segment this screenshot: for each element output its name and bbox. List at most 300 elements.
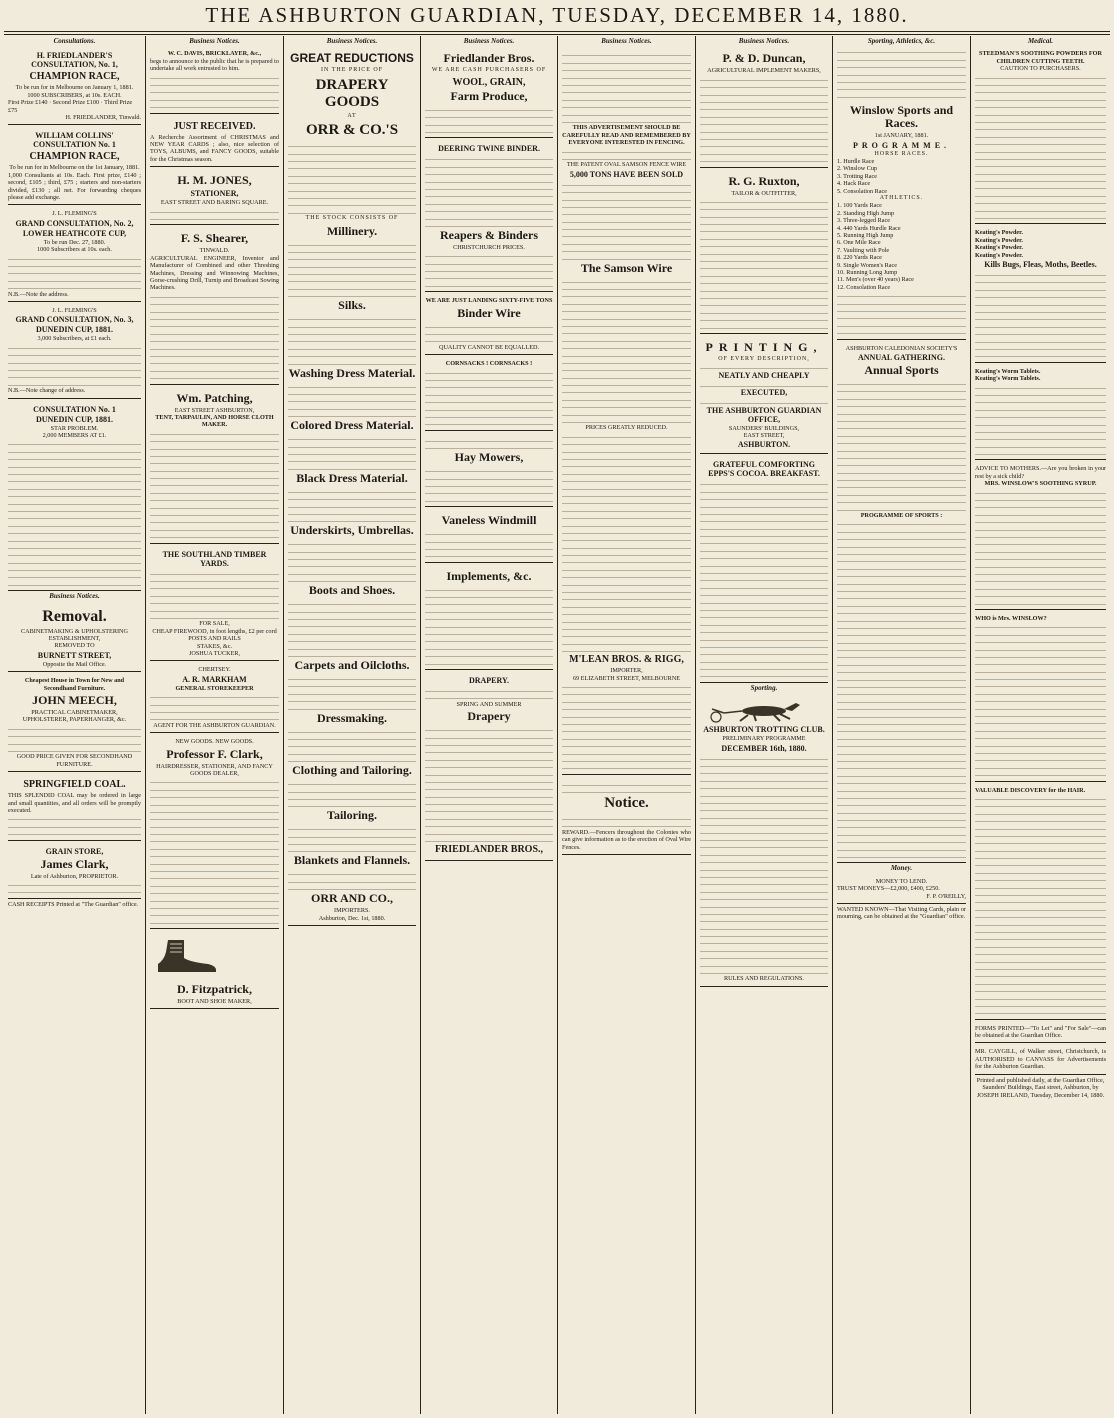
ad-desc: OF EVERY DESCRIPTION, (718, 355, 810, 362)
ad-bldg: SAUNDERS' BUILDINGS, (728, 424, 800, 432)
text-line (975, 681, 1106, 687)
text-line (425, 169, 553, 175)
text-line (562, 763, 691, 769)
ad-drapery: DRAPERY GOODS (315, 76, 389, 110)
text-line (975, 652, 1106, 658)
text-line (837, 497, 966, 503)
text-line (562, 365, 691, 371)
ad-place: CHERTSEY. (198, 666, 231, 674)
ad-tons: 5,000 TONS HAVE BEEN SOLD (569, 169, 684, 179)
text-line (288, 569, 416, 575)
text-line (8, 343, 141, 349)
ad-inprice: IN THE PRICE OF (320, 67, 384, 74)
text-line (8, 580, 141, 586)
text-line (700, 546, 828, 552)
text-line (837, 719, 966, 725)
text-line (700, 561, 828, 567)
collins-consultation-ad (8, 127, 141, 205)
text-line (425, 382, 553, 388)
windmill-ad (425, 509, 553, 563)
text-line (700, 894, 828, 900)
ad-name: Wm. Patching, (176, 390, 253, 405)
text-line (700, 627, 828, 633)
ad-posts: POSTS AND RAILS (188, 635, 241, 643)
text-line (150, 329, 279, 335)
text-line (975, 733, 1106, 739)
text-line (562, 102, 691, 108)
keating-worm-ad (975, 365, 1106, 461)
text-line (700, 234, 828, 240)
text-line (975, 942, 1106, 948)
ad-name: James Clark, (40, 856, 109, 871)
text-line (150, 207, 279, 213)
text-line (837, 401, 966, 407)
text-line (562, 202, 691, 208)
text-line (700, 620, 828, 626)
text-line (288, 561, 416, 567)
race-item: 2. Winslow Cup (837, 165, 878, 173)
text-line (288, 607, 416, 613)
event-item: 9. Single Women's Race (837, 261, 897, 269)
text-line (562, 65, 691, 71)
text-line (700, 315, 828, 321)
text-line (8, 731, 141, 737)
event-item: 7. Vaulting with Pole (837, 246, 890, 254)
text-line (975, 80, 1106, 86)
text-line (700, 657, 828, 663)
text-line (975, 427, 1106, 433)
text-line (975, 307, 1106, 313)
text-line (837, 542, 966, 548)
text-line (700, 538, 828, 544)
text-line (288, 869, 416, 875)
text-line (837, 556, 966, 562)
text-line (288, 824, 416, 830)
text-line (975, 689, 1106, 695)
ad-title: GRATEFUL COMFORTING EPPS'S COCOA. BREAKFAST. (708, 460, 820, 479)
section-heading: Money. (890, 864, 913, 873)
ad-opp: Opposite the Mail Office. (42, 660, 107, 668)
ruxton-ad (700, 170, 828, 334)
text-line (975, 198, 1106, 204)
text-line (975, 875, 1106, 881)
text-line (837, 468, 966, 474)
fleming-consultation-3-ad (8, 304, 141, 399)
stock-item: Boots and Shoes. (308, 583, 396, 598)
text-line (425, 120, 553, 126)
text-line (975, 905, 1106, 911)
text-line (837, 291, 966, 297)
text-line (562, 557, 691, 563)
text-line (562, 402, 691, 408)
orr-reductions-ad (288, 47, 416, 926)
text-line (425, 806, 553, 812)
text-line (150, 532, 279, 538)
ad-run: To be run Dec. 27, 1880. (43, 238, 106, 246)
meech-ad (8, 674, 141, 772)
text-line (837, 660, 966, 666)
text-line (837, 475, 966, 481)
text-line (288, 794, 416, 800)
text-line (562, 756, 691, 762)
text-line (150, 473, 279, 479)
text-line (975, 816, 1106, 822)
text-line (425, 629, 553, 635)
text-line (700, 524, 828, 530)
fleming-consultation-2-ad (8, 207, 141, 302)
text-line (425, 777, 553, 783)
text-line (425, 799, 553, 805)
ad-cash: WE ARE CASH PURCHASERS OF (431, 67, 547, 74)
text-line (425, 686, 553, 692)
text-line (837, 815, 966, 821)
text-line (700, 776, 828, 782)
text-line (975, 718, 1106, 724)
text-line (975, 770, 1106, 776)
masthead-rule-double (4, 34, 1110, 35)
text-line (288, 156, 416, 162)
text-line (425, 659, 553, 665)
text-line (150, 87, 279, 93)
just-received-ad (150, 116, 279, 168)
section-heading: Business Notices. (189, 37, 240, 45)
text-line (837, 549, 966, 555)
text-line (150, 444, 279, 450)
text-line (562, 580, 691, 586)
text-line (700, 791, 828, 797)
text-line (562, 704, 691, 710)
ad-title: GRAND CONSULTATION, No. 2, (15, 218, 134, 228)
text-line (700, 212, 828, 218)
wanted-known-ad: WANTED KNOWN—That Visiting Cards, plain or mourning, can be obtained at the "Guardian" office. (837, 906, 966, 921)
ad-title: Implements, &c. (446, 568, 532, 583)
text-line (700, 575, 828, 581)
ad-banner: GREAT REDUCTIONS (290, 51, 414, 66)
text-line (700, 583, 828, 589)
text-line (425, 375, 553, 381)
ad-body: MR. CAYGILL, of Walker street, Christchurch, is AUTHORISED to CANVASS for Advertisements for the Ashburton Guardian. (975, 1048, 1106, 1071)
stock-item: Tailoring. (327, 808, 377, 823)
text-line (288, 149, 416, 155)
text-line (837, 756, 966, 762)
text-line (562, 439, 691, 445)
section-heading: Business Notices. (738, 37, 790, 45)
ad-name: P. & D. Duncan, (722, 51, 806, 66)
text-line (700, 953, 828, 959)
text-line (700, 761, 828, 767)
ad-wool: WOOL, GRAIN, (452, 76, 526, 88)
caygill-ad (975, 1045, 1106, 1074)
text-line (837, 749, 966, 755)
text-line (975, 748, 1106, 754)
text-line (837, 638, 966, 644)
text-line (425, 725, 553, 731)
text-line (837, 763, 966, 769)
text-line (975, 667, 1106, 673)
text-line (700, 902, 828, 908)
event-item: 6. One Mile Race (837, 239, 881, 247)
text-line (837, 586, 966, 592)
text-line (8, 447, 141, 453)
text-line (975, 285, 1106, 291)
text-line (150, 95, 279, 101)
ad-tag: Cheapest House in Town for New and Secondhand Furniture. (24, 677, 125, 692)
text-line (288, 359, 416, 365)
text-line (837, 822, 966, 828)
text-line (562, 719, 691, 725)
stock-item: Clothing and Tailoring. (292, 763, 412, 778)
text-line (975, 846, 1106, 852)
text-line (288, 734, 416, 740)
text-line (975, 838, 1106, 844)
text-line (700, 938, 828, 944)
printing-ad (700, 336, 828, 454)
text-line (975, 206, 1106, 212)
ad-office: THE ASHBURTON GUARDIAN OFFICE, (706, 405, 822, 424)
text-line (700, 256, 828, 262)
text-line (425, 592, 553, 598)
text-line (975, 696, 1106, 702)
ad-footer: ORR AND CO., (310, 891, 393, 906)
text-line (425, 206, 553, 212)
text-line (288, 240, 416, 246)
text-line (975, 853, 1106, 859)
text-line (975, 434, 1106, 440)
text-line (150, 436, 279, 442)
winslow-sports-ad (837, 99, 966, 339)
ad-name: R. G. Ruxton, (728, 173, 800, 188)
ad-prizes: First Prize £140 · Second Prize £100 · Third Prize £75 (8, 99, 133, 114)
text-line (150, 881, 279, 887)
text-line (562, 417, 691, 423)
text-line (700, 479, 828, 485)
text-line (425, 784, 553, 790)
text-line (8, 528, 141, 534)
section-heading: Business Notices. (326, 37, 378, 45)
text-line (562, 682, 691, 688)
friedlander-bros-ad (425, 47, 553, 138)
text-line (425, 614, 553, 620)
text-line (425, 762, 553, 768)
text-line (425, 792, 553, 798)
text-line (425, 191, 553, 197)
event-item: 11. Men's (over 40 years) Race (837, 276, 914, 284)
text-line (975, 912, 1106, 918)
text-line (700, 293, 828, 299)
text-line (975, 547, 1106, 553)
text-line (425, 755, 553, 761)
text-line (837, 564, 966, 570)
text-line (700, 568, 828, 574)
text-line (975, 169, 1106, 175)
text-line (700, 149, 828, 155)
masthead-rule (4, 31, 1110, 32)
text-line (8, 283, 141, 289)
text-line (150, 591, 279, 597)
text-line (975, 824, 1106, 830)
text-line (562, 328, 691, 334)
text-line (288, 464, 416, 470)
text-line (562, 246, 691, 252)
ad-street: BURNETT STREET, (37, 650, 112, 660)
text-line (150, 606, 279, 612)
text-line (700, 381, 828, 387)
text-line (700, 842, 828, 848)
text-line (700, 820, 828, 826)
text-line (425, 770, 553, 776)
text-line (562, 602, 691, 608)
ad-name: D. Fitzpatrick, (177, 981, 252, 996)
text-line (425, 537, 553, 543)
text-line (700, 286, 828, 292)
ad-mclean: M'LEAN BROS. & RIGG, (569, 654, 684, 666)
ad-trade: PRACTICAL CABINETMAKER, UPHOLSTERER, PAPERHANGER, &c. (22, 709, 127, 724)
event-item: 5. Running High Jump (837, 232, 894, 240)
text-line (837, 667, 966, 673)
epps-cocoa-ad (700, 456, 828, 683)
ad-trade: GENERAL STOREKEEPER (175, 684, 254, 692)
text-line (562, 217, 691, 223)
text-line (975, 390, 1106, 396)
text-line (700, 82, 828, 88)
jones-stationer-ad (150, 169, 279, 225)
text-line (562, 780, 691, 786)
hay-mowers-ad (425, 433, 553, 507)
text-line (8, 484, 141, 490)
text-line (8, 350, 141, 356)
text-line (837, 645, 966, 651)
text-line (700, 97, 828, 103)
text-line (837, 652, 966, 658)
keating-powder-ad (975, 226, 1106, 362)
race-item: 5. Consolation Race (837, 187, 888, 195)
text-line (837, 726, 966, 732)
text-line (562, 476, 691, 482)
text-line (150, 366, 279, 372)
text-line (425, 829, 553, 835)
text-line (975, 517, 1106, 523)
text-line (562, 306, 691, 312)
text-line (837, 852, 966, 858)
hair-discovery-ad (975, 784, 1106, 1020)
text-line (562, 58, 691, 64)
text-line (562, 535, 691, 541)
ad-prize: STAR PROBLEM. (50, 424, 99, 432)
text-line (837, 800, 966, 806)
text-line (150, 792, 279, 798)
text-line (562, 726, 691, 732)
text-line (975, 971, 1106, 977)
ad-body: THIS SPLENDID COAL may be ordered in large and small quantities, and all orders will be promptly executed. (8, 792, 141, 815)
ad-stock: THE STOCK CONSISTS OF (305, 215, 399, 222)
text-line (425, 322, 553, 328)
text-line (975, 154, 1106, 160)
text-line (975, 763, 1106, 769)
text-line (700, 90, 828, 96)
text-line (562, 543, 691, 549)
ad-sale: FOR SALE, (199, 620, 230, 628)
text-line (150, 896, 279, 902)
text-line (700, 127, 828, 133)
text-line (700, 494, 828, 500)
text-line (975, 994, 1106, 1000)
ad-name: JOHN MEECH, (32, 693, 117, 708)
text-line (288, 689, 416, 695)
clark-grain-store-ad (8, 843, 141, 899)
ad-newgoods: NEW GOODS. NEW GOODS. (175, 738, 254, 746)
ad-race: DUNEDIN CUP, 1881. (35, 414, 114, 424)
ad-line: Keating's Powder. (975, 251, 1023, 259)
text-line (562, 351, 691, 357)
text-line (288, 171, 416, 177)
text-line (8, 822, 141, 828)
text-line (425, 405, 553, 411)
text-line (700, 813, 828, 819)
ad-title: Hay Mowers, (454, 450, 524, 465)
text-line (562, 387, 691, 393)
text-line (975, 831, 1106, 837)
text-line (8, 550, 141, 556)
ad-programme: PROGRAMME. (852, 140, 951, 150)
text-line (975, 442, 1106, 448)
ad-samson: The Samson Wire (580, 260, 673, 275)
ad-sub: Late of Ashburton, PROPRIETOR. (30, 872, 119, 880)
text-line (288, 396, 416, 402)
money-to-lend-ad (837, 875, 966, 904)
ad-title: Removal. (42, 607, 107, 625)
text-line (837, 712, 966, 718)
text-line (562, 50, 691, 56)
ad-reapers: Reapers & Binders (440, 227, 538, 242)
text-line (975, 957, 1106, 963)
text-line (700, 156, 828, 162)
text-line (975, 132, 1106, 138)
text-line (288, 832, 416, 838)
ad-name: J. L. FLEMING'S (52, 210, 97, 218)
text-line (700, 509, 828, 515)
ad-title: Friedlander Bros. (443, 51, 535, 66)
text-line (8, 358, 141, 364)
text-line (288, 727, 416, 733)
text-line (562, 712, 691, 718)
text-line (8, 254, 141, 260)
text-line (562, 410, 691, 416)
text-line (562, 117, 691, 123)
text-line (975, 979, 1106, 985)
ad-name: A. R. MARKHAM (182, 674, 247, 684)
athletics-heading: ATHLETICS. (879, 194, 924, 201)
text-line (562, 814, 691, 820)
column-7 (833, 36, 970, 1414)
stock-item: Silks. (338, 298, 366, 313)
text-line (837, 482, 966, 488)
text-line (150, 336, 279, 342)
text-line (150, 321, 279, 327)
text-line (837, 808, 966, 814)
text-line (425, 747, 553, 753)
text-line (975, 110, 1106, 116)
text-line (288, 621, 416, 627)
text-line (288, 839, 416, 845)
text-line (837, 734, 966, 740)
ad-prelim: PRELIMINARY PROGRAMME (722, 735, 806, 743)
text-line (700, 112, 828, 118)
text-line (562, 631, 691, 637)
ad-chch: CHRISTCHURCH PRICES. (453, 243, 525, 251)
ad-body: 1,000 Consultants at 10s. Each. First prize, £140 ; second, £105 ; third, £75 ; starters and non-starters divided, £130 ; all net. For forwarding cheques please add exchange. (8, 171, 141, 202)
text-line (288, 456, 416, 462)
text-line (975, 562, 1106, 568)
